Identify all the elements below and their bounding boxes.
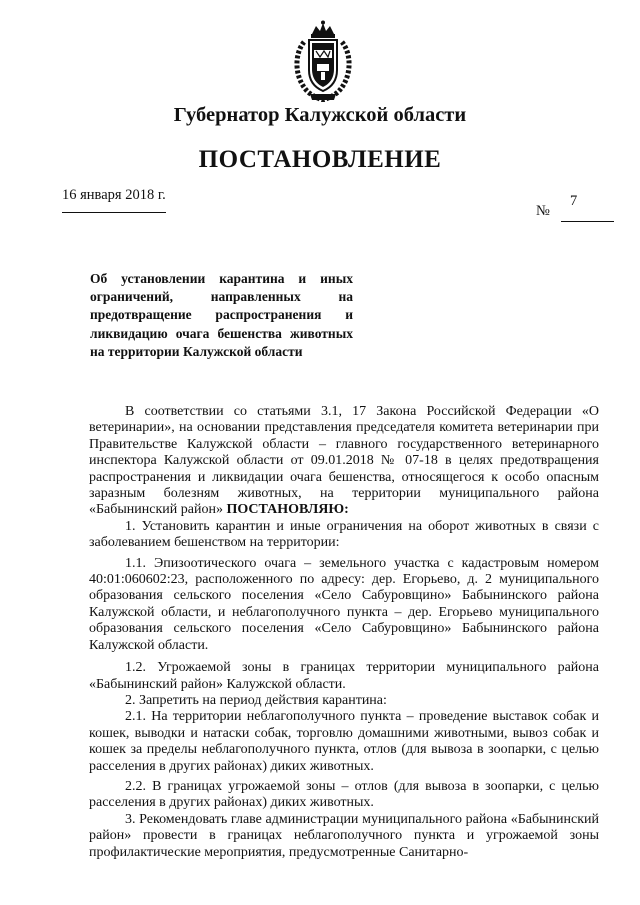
paragraph-1-2: 1.2. Угрожаемой зоны в границах территории муниципального района «Бабынинский район» Калужской области. bbox=[89, 660, 599, 692]
paragraph-3: 3. Рекомендовать главе администрации муниципального района «Бабынинский район» провести в границах неблагополучного пункта и угрожаемой зоны профилактические мероприятия, предусмотренные Санитарно- bbox=[89, 811, 599, 860]
number-underline bbox=[561, 221, 614, 222]
paragraph-1: 1. Установить карантин и иные ограничения на оборот животных в связи с заболеванием бешенством на территории: bbox=[89, 518, 599, 551]
decree-word: ПОСТАНОВЛЯЮ: bbox=[226, 502, 349, 518]
paragraph-2-1: 2.1. На территории неблагополучного пункта – проведение выставок собак и кошек, выводки и натаски собак, торговлю домашними животными, вывоз собак и кошек за пределы неблагополучного пункта, отлов (для вывоза в зоопарки, с целью расселения в других районах) диких животных. bbox=[89, 709, 599, 774]
document-type: ПОСТАНОВЛЕНИЕ bbox=[198, 146, 442, 173]
intro-paragraph bbox=[89, 404, 599, 519]
intro-text: В соответствии со статьями 3.1, 17 Закона Российской Федерации «О ветеринарии», на основании представления председателя комитета ветеринарии при Правительстве Калужской области – главного государственного ветеринарного инспектора Калужской области от 09.01.2018 № 07-18 в целях предотвращения распространения и ликвидации очага бешенства, относящегося к особо опасным заразным болезням животных, на территории муниципального района «Бабынинский район» bbox=[89, 404, 599, 518]
document-title: Об установлении карантина и иных ограничений, направленных на предотвращение распространения и ликвидацию очага бешенства животных на территории Калужской области bbox=[90, 271, 353, 359]
document-number: 7 bbox=[570, 193, 578, 209]
number-label: № bbox=[536, 203, 550, 219]
issuing-authority: Губернатор Калужской области bbox=[173, 104, 467, 126]
coat-of-arms-icon bbox=[290, 20, 356, 102]
paragraph-2-2: 2.2. В границах угрожаемой зоны – отлов (для вывоза в зоопарки, с целью расселения в других районах) диких животных. bbox=[89, 778, 599, 811]
date-underline bbox=[62, 212, 166, 213]
paragraph-2: 2. Запретить на период действия карантина: bbox=[125, 692, 387, 708]
document-body bbox=[89, 404, 599, 861]
paragraph-1-1: 1.1. Эпизоотического очага – земельного участка с кадастровым номером 40:01:060602:23, расположенного по адресу: дер. Егорьево, д. 2 муниципального образования сельского поселения «Село Сабуровщино» Бабынинского района Калужской области, и неблагополучного пункта – дер. Егорьево муниципального образования сельского поселения «Село Сабуровщино» Бабынинского района Калужской области. bbox=[89, 555, 599, 653]
document-date: 16 января 2018 г. bbox=[62, 187, 166, 203]
